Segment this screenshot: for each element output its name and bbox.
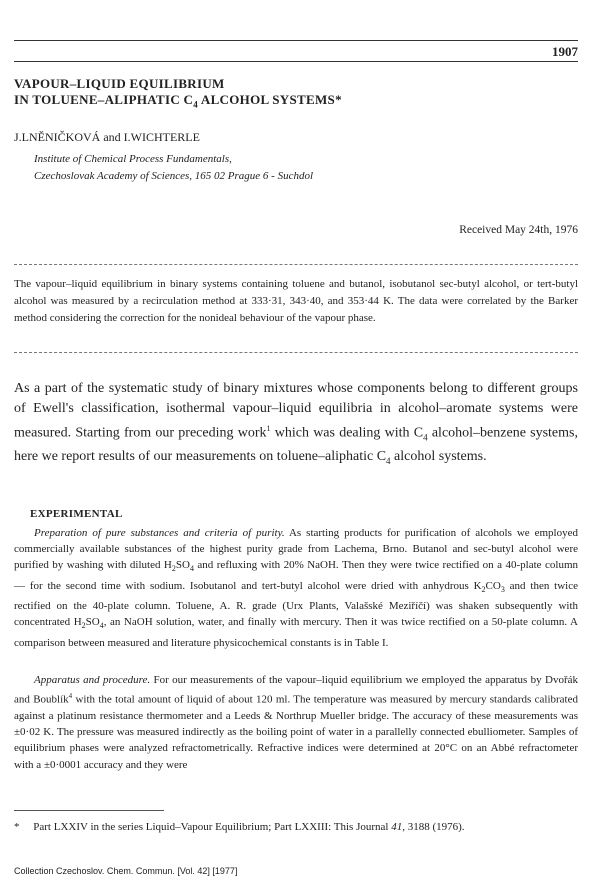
paragraph-apparatus: Apparatus and procedure. For our measurements of the vapour–liquid equilibrium we employed the apparatus by Dvořák and Boublík$^4$ with the total amount of liquid of about 120 ml. The temperature was measured by mercury standards calibrated against a platinum resistance thermometer and a Leeds & Northrup Mueller bridge. The accuracy of these measurements was ±0·02 K. The pressure was measured indirectly as the boiling point of water in a parallelly connected ebulliometer. Samples of equilibrium phases were analyzed refractometrically. Refractive indices were determined at 20°C on an Abbé refractometer with a ±0·0001 accuracy and they were [14,674,578,771]
header-rule-lower [14,61,578,62]
title-line-1: VAPOUR–LIQUID EQUILIBRIUM [14,76,225,91]
footnote-marker: * [14,821,20,833]
section-heading-experimental: EXPERIMENTAL [30,508,123,520]
affiliation-line-2: Czechoslovak Academy of Sciences, 165 02 Prague 6 - Suchdol [34,170,314,182]
affiliation-line-1: Institute of Chemical Process Fundamentals, [34,153,232,165]
title-line-2: IN TOLUENE–ALIPHATIC $C_4$ ALCOHOL SYSTEMS* [14,92,342,110]
footnote: * Part LXXIV in the series Liquid–Vapour Equilibrium; Part LXXIII: This Journal 41, 3188 (1976). [14,821,465,833]
header-rule [14,40,578,41]
introduction: As a part of the systematic study of binary mixtures whose components belong to different groups of Ewell's classification, isothermal vapour–liquid equilibria in alcohol–aromate systems were measured. Starting from our preceding work$^1$ which was dealing with $C_4$ alcohol–benzene systems, here we report results of our measurements on toluene–aliphatic $C_4$ alcohol systems. [14,381,578,467]
page-number: 1907 [552,44,578,59]
abstract-bottom-rule [14,352,578,353]
abstract-top-rule [14,264,578,265]
abstract: The vapour–liquid equilibrium in binary systems containing toluene and butanol, isobutanol sec-butyl alcohol, or tert-butyl alcohol was measured by a recirculation method at 333·31, 343·40, and 353·44 K. The data were correlated by the Barker method considering the correction for the nonideal behaviour of the vapour phase. [14,278,578,324]
authors: J.LNĚNIČKOVÁ and I.WICHTERLE [14,130,200,144]
footnote-rule [14,810,164,811]
received-date: Received May 24th, 1976 [459,224,578,236]
journal-footer: Collection Czechoslov. Chem. Commun. [Vol. 42] [1977] [14,866,238,876]
article-title [14,76,342,113]
paragraph-lead: Apparatus and procedure. [34,674,151,686]
paragraph-preparation: Preparation of pure substances and criteria of purity. As starting products for purification of alcohols we employed commercially available substances of the highest purity grade from Lachema, Brno. Butanol and sec-butyl alcohol were purified by washing with diluted $H_2SO_4$ and refluxing with 20% NaOH. Then they were twice rectified on a 40-plate column — for the second time with sodium. Isobutanol and tert-butyl alcohol were dried with anhydrous $K_2CO_3$ and then twice rectified on the 40-plate column. Toluene, A. R. grade (Urx Plants, Valašské Meziříčí) was shaken subsequently with concentrated $H_2SO_4$, an NaOH solution, water, and finally with mercury. Then it was twice rectified on a 50-plate column. A comparison between measured and literature physicochemical constants is in Table I. [14,527,578,649]
paragraph-lead: Preparation of pure substances and criteria of purity. [34,527,285,539]
